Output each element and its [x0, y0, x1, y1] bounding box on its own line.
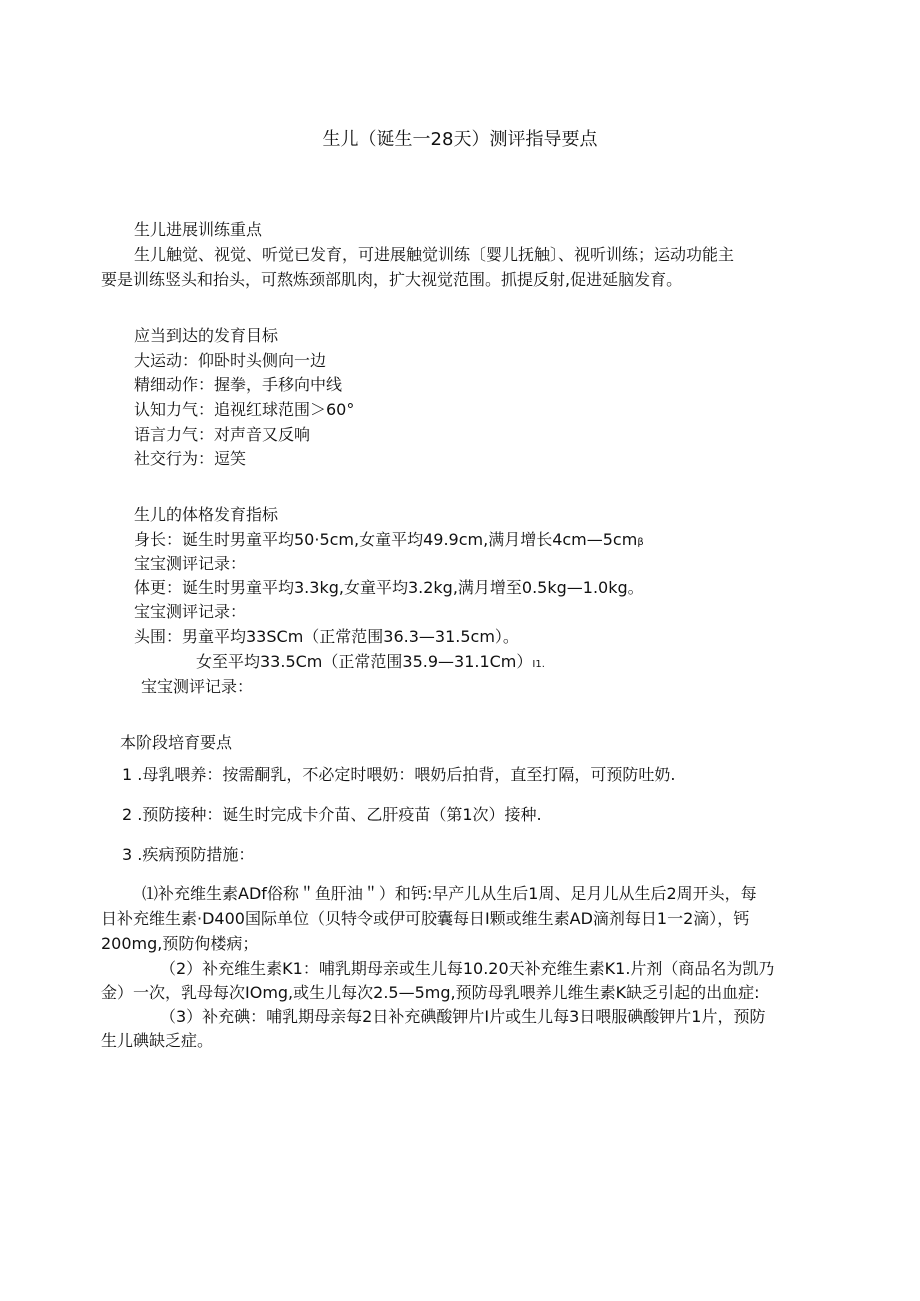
- head-circumference-boy: 头围：男童平均33SCm（正常范围36.3—31.5cm）。: [134, 627, 519, 646]
- iodine-line-1: （3）补充碘：哺乳期母亲每2日补充碘酸钾片I片或生儿每3日喂服碘酸钾片1片，预防: [160, 1007, 766, 1026]
- training-paragraph-line-1: 生儿触觉、视觉、听觉已发育，可进展触觉训练〔婴儿抚触〕、视听训练；运动功能主: [134, 245, 735, 264]
- height-indicator: [134, 530, 644, 553]
- head-circumference-girl-text: 女至平均33.5Cm（正常范围35.9—31.1Cm）: [196, 652, 533, 671]
- height-indicator-tail: β: [637, 537, 644, 548]
- vitamin-ad-line-2: 日补充维生素·D400国际单位（贝特令或伊可胶囊每日I颗或维生素AD滴剂每日1一2滴），钙: [101, 909, 750, 928]
- head-circumference-girl-tail: I1.: [532, 659, 545, 670]
- care-point-vaccination: 2 .预防接种：诞生时完成卡介苗、乙肝疫苗（第1次）接种.: [122, 805, 542, 824]
- iodine-line-2: 生儿碘缺乏症。: [101, 1031, 214, 1050]
- training-paragraph-line-2: 要是训练竖头和抬头，可熬炼颈部肌肉，扩大视觉范围。抓提反射,促进延脑发育。: [101, 270, 683, 289]
- goal-cognition: 认知力气：追视红球范围＞60°: [134, 400, 355, 419]
- record-label-height: 宝宝测评记录：: [134, 554, 247, 573]
- record-label-weight: 宝宝测评记录：: [134, 602, 247, 621]
- vitamin-ad-line-1: ⑴补充维生素ADf俗称＂鱼肝油＂）和钙:早产儿从生后1周、足月儿从生后2周开头，每: [142, 884, 757, 903]
- care-heading: 本阶段培育要点: [120, 733, 233, 752]
- goal-fine-motor: 精细动作：握拳，手移向中线: [134, 375, 343, 394]
- height-indicator-text: 身长：诞生时男童平均50·5cm,女童平均49.9cm,满月增长4cm—5cm: [134, 530, 638, 549]
- record-label-head: 宝宝测评记录：: [141, 677, 254, 696]
- goal-social: 社交行为：逗笑: [134, 449, 247, 468]
- document-title: 生儿（诞生一28天）测评指导要点: [322, 129, 598, 150]
- care-point-disease-prevention: 3 .疾病预防措施：: [122, 845, 255, 864]
- goal-gross-motor: 大运动：仰卧时头侧向一边: [134, 351, 327, 370]
- vitamin-k1-line-1: （2）补充维生素K1：哺乳期母亲或生儿每10.20天补充维生素K1.片剂（商品名为凯乃: [160, 959, 775, 978]
- goals-heading: 应当到达的发育目标: [134, 326, 279, 345]
- care-point-breastfeeding: 1 .母乳喂养：按需酮乳，不必定时喂奶：喂奶后拍背，直至打隔，可预防吐奶.: [122, 765, 676, 784]
- goal-language: 语言力气：对声音又反响: [134, 425, 311, 444]
- head-circumference-girl: [196, 652, 545, 675]
- vitamin-k1-line-2: 金）一次，乳母每次IOmg,或生儿每次2.5—5mg,预防母乳喂养儿维生素K缺乏引起的出血症:: [101, 983, 760, 1002]
- weight-indicator: 体更：诞生时男童平均3.3kg,女童平均3.2kg,满月增至0.5kg—1.0kg。: [134, 578, 644, 597]
- vitamin-ad-line-3: 200mg,预防佝楼病；: [101, 934, 259, 953]
- physical-heading: 生儿的体格发育指标: [134, 505, 279, 524]
- training-heading: 生儿进展训练重点: [134, 220, 263, 239]
